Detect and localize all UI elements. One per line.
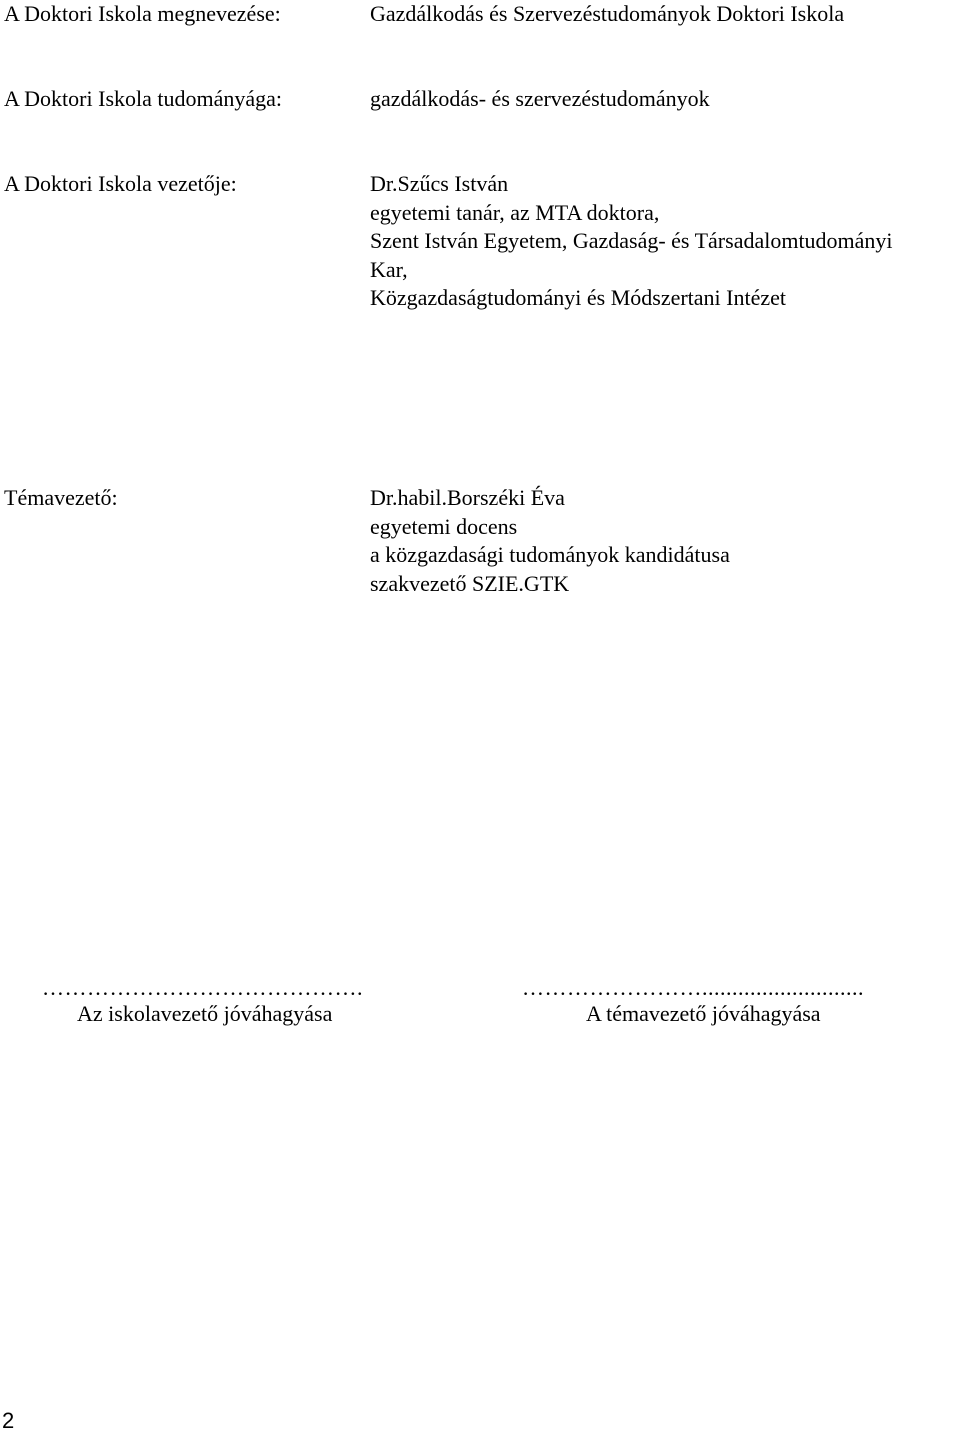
supervisor-position: szakvezető SZIE.GTK	[370, 570, 570, 596]
supervisor-degree: a közgazdasági tudományok kandidátusa	[370, 542, 730, 567]
supervisor-details	[370, 484, 730, 598]
school-name-value: Gazdálkodás és Szervezéstudományok Doktori Iskola	[370, 1, 845, 26]
school-head-faculty: Kar,	[370, 256, 408, 282]
supervisor-title: egyetemi docens	[370, 513, 518, 539]
supervisor-signature-line: ……………………...........................	[522, 975, 864, 1000]
school-head-title: egyetemi tanár, az MTA doktora,	[370, 199, 660, 225]
supervisor-signature-caption: A témavezető jóváhagyása	[586, 1001, 821, 1026]
school-head-details	[370, 170, 893, 313]
supervisor-name: Dr.habil.Borszéki Éva	[370, 485, 565, 510]
school-head-label: A Doktori Iskola vezetője:	[4, 171, 237, 196]
school-head-signature-line: …………………………………….	[42, 975, 363, 1000]
page-number: 2	[2, 1408, 15, 1433]
school-head-institute: Közgazdaságtudományi és Módszertani Intézet	[370, 285, 787, 310]
school-field-value: gazdálkodás- és szervezéstudományok	[370, 86, 710, 111]
school-head-university: Szent István Egyetem, Gazdaság- és Társadalomtudományi	[370, 228, 893, 253]
school-name-label: A Doktori Iskola megnevezése:	[4, 1, 281, 26]
supervisor-label: Témavezető:	[4, 485, 118, 510]
school-head-signature-caption: Az iskolavezető jóváhagyása	[77, 1001, 333, 1026]
school-field-label: A Doktori Iskola tudományága:	[4, 86, 283, 111]
school-head-name: Dr.Szűcs István	[370, 171, 509, 196]
